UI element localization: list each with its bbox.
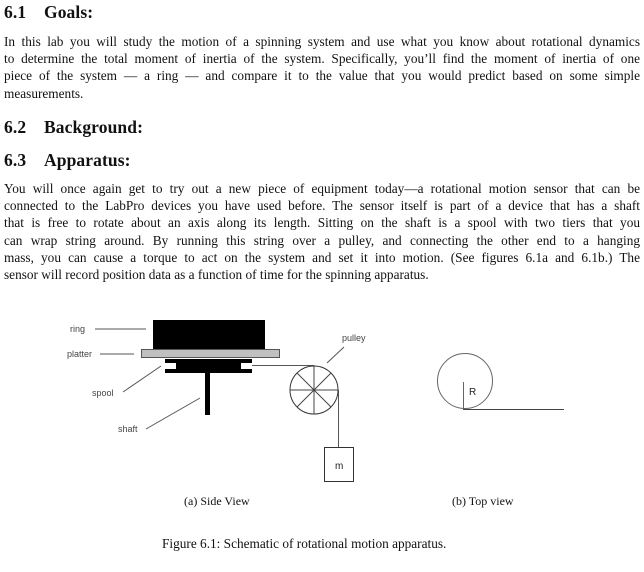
side-view-diagram	[67, 320, 366, 482]
section-heading-apparatus	[4, 150, 131, 171]
section-number: 6.2	[4, 117, 27, 137]
text-line: You will once again get to try out a new piece of equipment today—a rotational motion sensor that can be	[4, 181, 640, 196]
apparatus-schematic	[0, 300, 644, 500]
text-line: piece of the system — a ring — and compare it to the value that you would predict based on some simple	[4, 68, 640, 84]
top-view-diagram	[438, 354, 565, 410]
spool-top-flange	[165, 359, 252, 363]
ring-shape	[153, 320, 265, 349]
spool-hub	[176, 363, 241, 369]
section-title: Goals:	[44, 2, 94, 22]
goals-paragraph	[4, 33, 640, 102]
shaft-shape	[205, 373, 210, 415]
text-line: In this lab you will study the motion of a spinning system and use what you know about rotational dynamics	[4, 34, 640, 49]
ring-label: ring	[70, 324, 86, 334]
pulley-label: pulley	[342, 333, 366, 343]
top-view-circle	[438, 354, 493, 409]
section-number: 6.1	[4, 2, 27, 22]
platter-label: platter	[67, 349, 93, 359]
pulley-wheel	[290, 366, 338, 414]
shaft-leader-line	[146, 398, 200, 429]
pulley-leader-line	[327, 347, 344, 363]
subcaption-top-view: (b) Top view	[452, 494, 514, 508]
spool-label: spool	[92, 388, 114, 398]
spool-leader-line	[123, 366, 161, 392]
text-line: measurements.	[4, 85, 84, 101]
mass-label: m	[335, 461, 344, 472]
figure-caption: Figure 6.1: Schematic of rotational motion apparatus.	[162, 536, 447, 551]
apparatus-paragraph	[4, 180, 640, 283]
section-heading-goals	[4, 2, 93, 23]
text-line: sensor will record position data as a function of time for the spinning apparatus.	[4, 267, 429, 283]
spool-bottom-flange	[165, 369, 252, 373]
shaft-label: shaft	[118, 424, 138, 434]
section-number: 6.3	[4, 150, 27, 170]
subcaption-side-view: (a) Side View	[184, 494, 250, 508]
section-heading-background	[4, 117, 143, 138]
radius-label: R	[469, 387, 477, 398]
text-line: mass, you can cause a torque to act on the system and set it into motion. (See figures 6.1a and 6.1b.) The	[4, 249, 640, 265]
text-line: to determine the total moment of inertia of the system. Specifically, you’ll find the moment of inertia of one	[4, 51, 640, 67]
text-line: that is free to rotate about an axis along its length. Sitting on the shaft is a spool with two tiers that you	[4, 215, 640, 231]
platter-shape	[142, 350, 280, 358]
text-line: can wrap string around. By running this string over a pulley, and connecting the other end to a hanging	[4, 232, 640, 248]
section-title: Background:	[44, 117, 143, 137]
section-title: Apparatus:	[44, 150, 131, 170]
text-line: connected to the LabPro devices you have used before. The sensor itself is part of a device that has a shaft	[4, 198, 640, 214]
